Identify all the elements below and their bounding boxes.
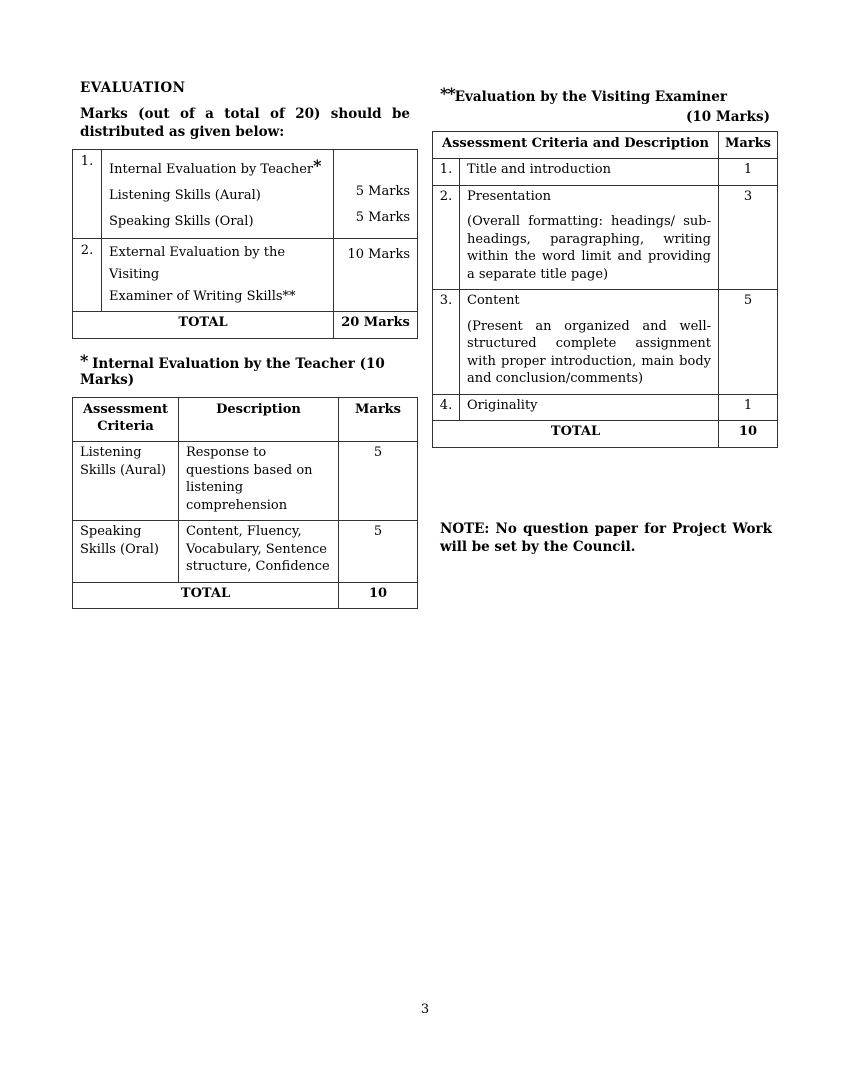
criteria-cell — [460, 394, 719, 421]
criteria-detail: (Present an organized and well-structured complete assignment with proper introduction, main body and conclusion/comments) — [467, 318, 711, 386]
visiting-examiner-marks: (10 Marks) — [685, 109, 770, 125]
total-row — [73, 312, 418, 339]
speaking-skills-label: Speaking Skills (Oral) — [109, 214, 254, 229]
criteria-title: Originality — [467, 397, 538, 413]
evaluation-heading: EVALUATION — [80, 80, 186, 96]
header-row — [433, 132, 778, 159]
internal-evaluation-table — [72, 397, 418, 609]
total-value: 10 — [339, 582, 418, 609]
criteria-detail: (Overall formatting: headings/ sub-headings, paragraphing, writing within the word limit and providing a separate title page) — [467, 214, 711, 282]
internal-evaluation-label: Internal Evaluation by Teacher — [109, 162, 314, 177]
marks-value: 5 Marks — [355, 210, 410, 225]
criteria-title: Content — [467, 293, 520, 308]
marks-cell: 5 — [339, 521, 418, 583]
internal-evaluation-heading — [80, 351, 418, 388]
row-description — [102, 239, 334, 312]
total-value: 10 — [719, 421, 778, 448]
total-label: TOTAL — [433, 421, 719, 448]
marks-distribution-intro: Marks (out of a total of 20) should be distributed as given below: — [80, 106, 410, 140]
total-label: TOTAL — [73, 582, 339, 609]
project-work-note: NOTE: No question paper for Project Work will be set by the Council. — [440, 521, 772, 555]
row-number: 2. — [73, 239, 102, 312]
table-row — [433, 290, 778, 395]
criteria-cell — [460, 185, 719, 290]
double-asterisk-mark: ** — [282, 289, 296, 304]
table-row — [73, 521, 418, 583]
right-column — [432, 84, 778, 448]
total-label: TOTAL — [73, 312, 334, 339]
listening-skills-label: Listening Skills (Aural) — [109, 188, 261, 203]
total-row — [433, 421, 778, 448]
visiting-examiner-table — [432, 131, 778, 448]
row-marks — [334, 150, 418, 239]
criteria-cell: Speaking Skills (Oral) — [73, 521, 179, 583]
column-header: Description — [179, 398, 339, 442]
total-row — [73, 582, 418, 609]
header-row — [73, 398, 418, 442]
table-row — [73, 150, 418, 239]
marks-cell: 5 — [339, 442, 418, 521]
marks-cell: 1 — [719, 394, 778, 421]
table-row — [433, 394, 778, 421]
row-number: 3. — [433, 290, 460, 395]
row-description — [102, 150, 334, 239]
table-row — [433, 185, 778, 290]
page-number: 3 — [420, 1002, 430, 1017]
table-row — [73, 442, 418, 521]
marks-value: 10 Marks — [347, 247, 410, 262]
total-value: 20 Marks — [334, 312, 418, 339]
criteria-title: Presentation — [467, 188, 551, 204]
row-number: 1. — [433, 159, 460, 186]
table-row — [73, 239, 418, 312]
marks-cell: 5 — [719, 290, 778, 395]
row-number: 4. — [433, 394, 460, 421]
marks-value: 5 Marks — [355, 184, 410, 199]
description-cell: Response to questions based on listening comprehension — [179, 442, 339, 521]
description-cell: Content, Fluency, Vocabulary, Sentence structure, Confidence — [179, 521, 339, 583]
writing-skills-label: Examiner of Writing Skills — [109, 289, 283, 304]
row-number: 1. — [73, 150, 102, 239]
column-header: Assessment Criteria and Description — [433, 132, 719, 159]
marks-cell: 1 — [719, 159, 778, 186]
asterisk-mark: * — [80, 351, 88, 370]
column-header: Assessment Criteria — [73, 398, 179, 442]
row-number: 2. — [433, 185, 460, 290]
visiting-examiner-heading — [440, 84, 778, 105]
double-asterisk-mark: ** — [440, 84, 455, 103]
column-header: Marks — [339, 398, 418, 442]
marks-cell: 3 — [719, 185, 778, 290]
left-column — [72, 80, 418, 609]
visiting-examiner-title: Evaluation by the Visiting Examiner — [454, 89, 727, 105]
asterisk-mark: * — [313, 156, 321, 175]
table-row — [433, 159, 778, 186]
internal-evaluation-title: Internal Evaluation by the Teacher (10 Marks) — [80, 356, 385, 388]
marks-value — [337, 153, 410, 179]
external-evaluation-label: External Evaluation by the Visiting — [109, 245, 286, 282]
column-header: Marks — [719, 132, 778, 159]
marks-distribution-table — [72, 149, 418, 339]
criteria-cell: Listening Skills (Aural) — [73, 442, 179, 521]
row-marks — [334, 239, 418, 312]
criteria-cell — [460, 290, 719, 395]
criteria-cell — [460, 159, 719, 186]
criteria-title: Title and introduction — [467, 162, 611, 177]
